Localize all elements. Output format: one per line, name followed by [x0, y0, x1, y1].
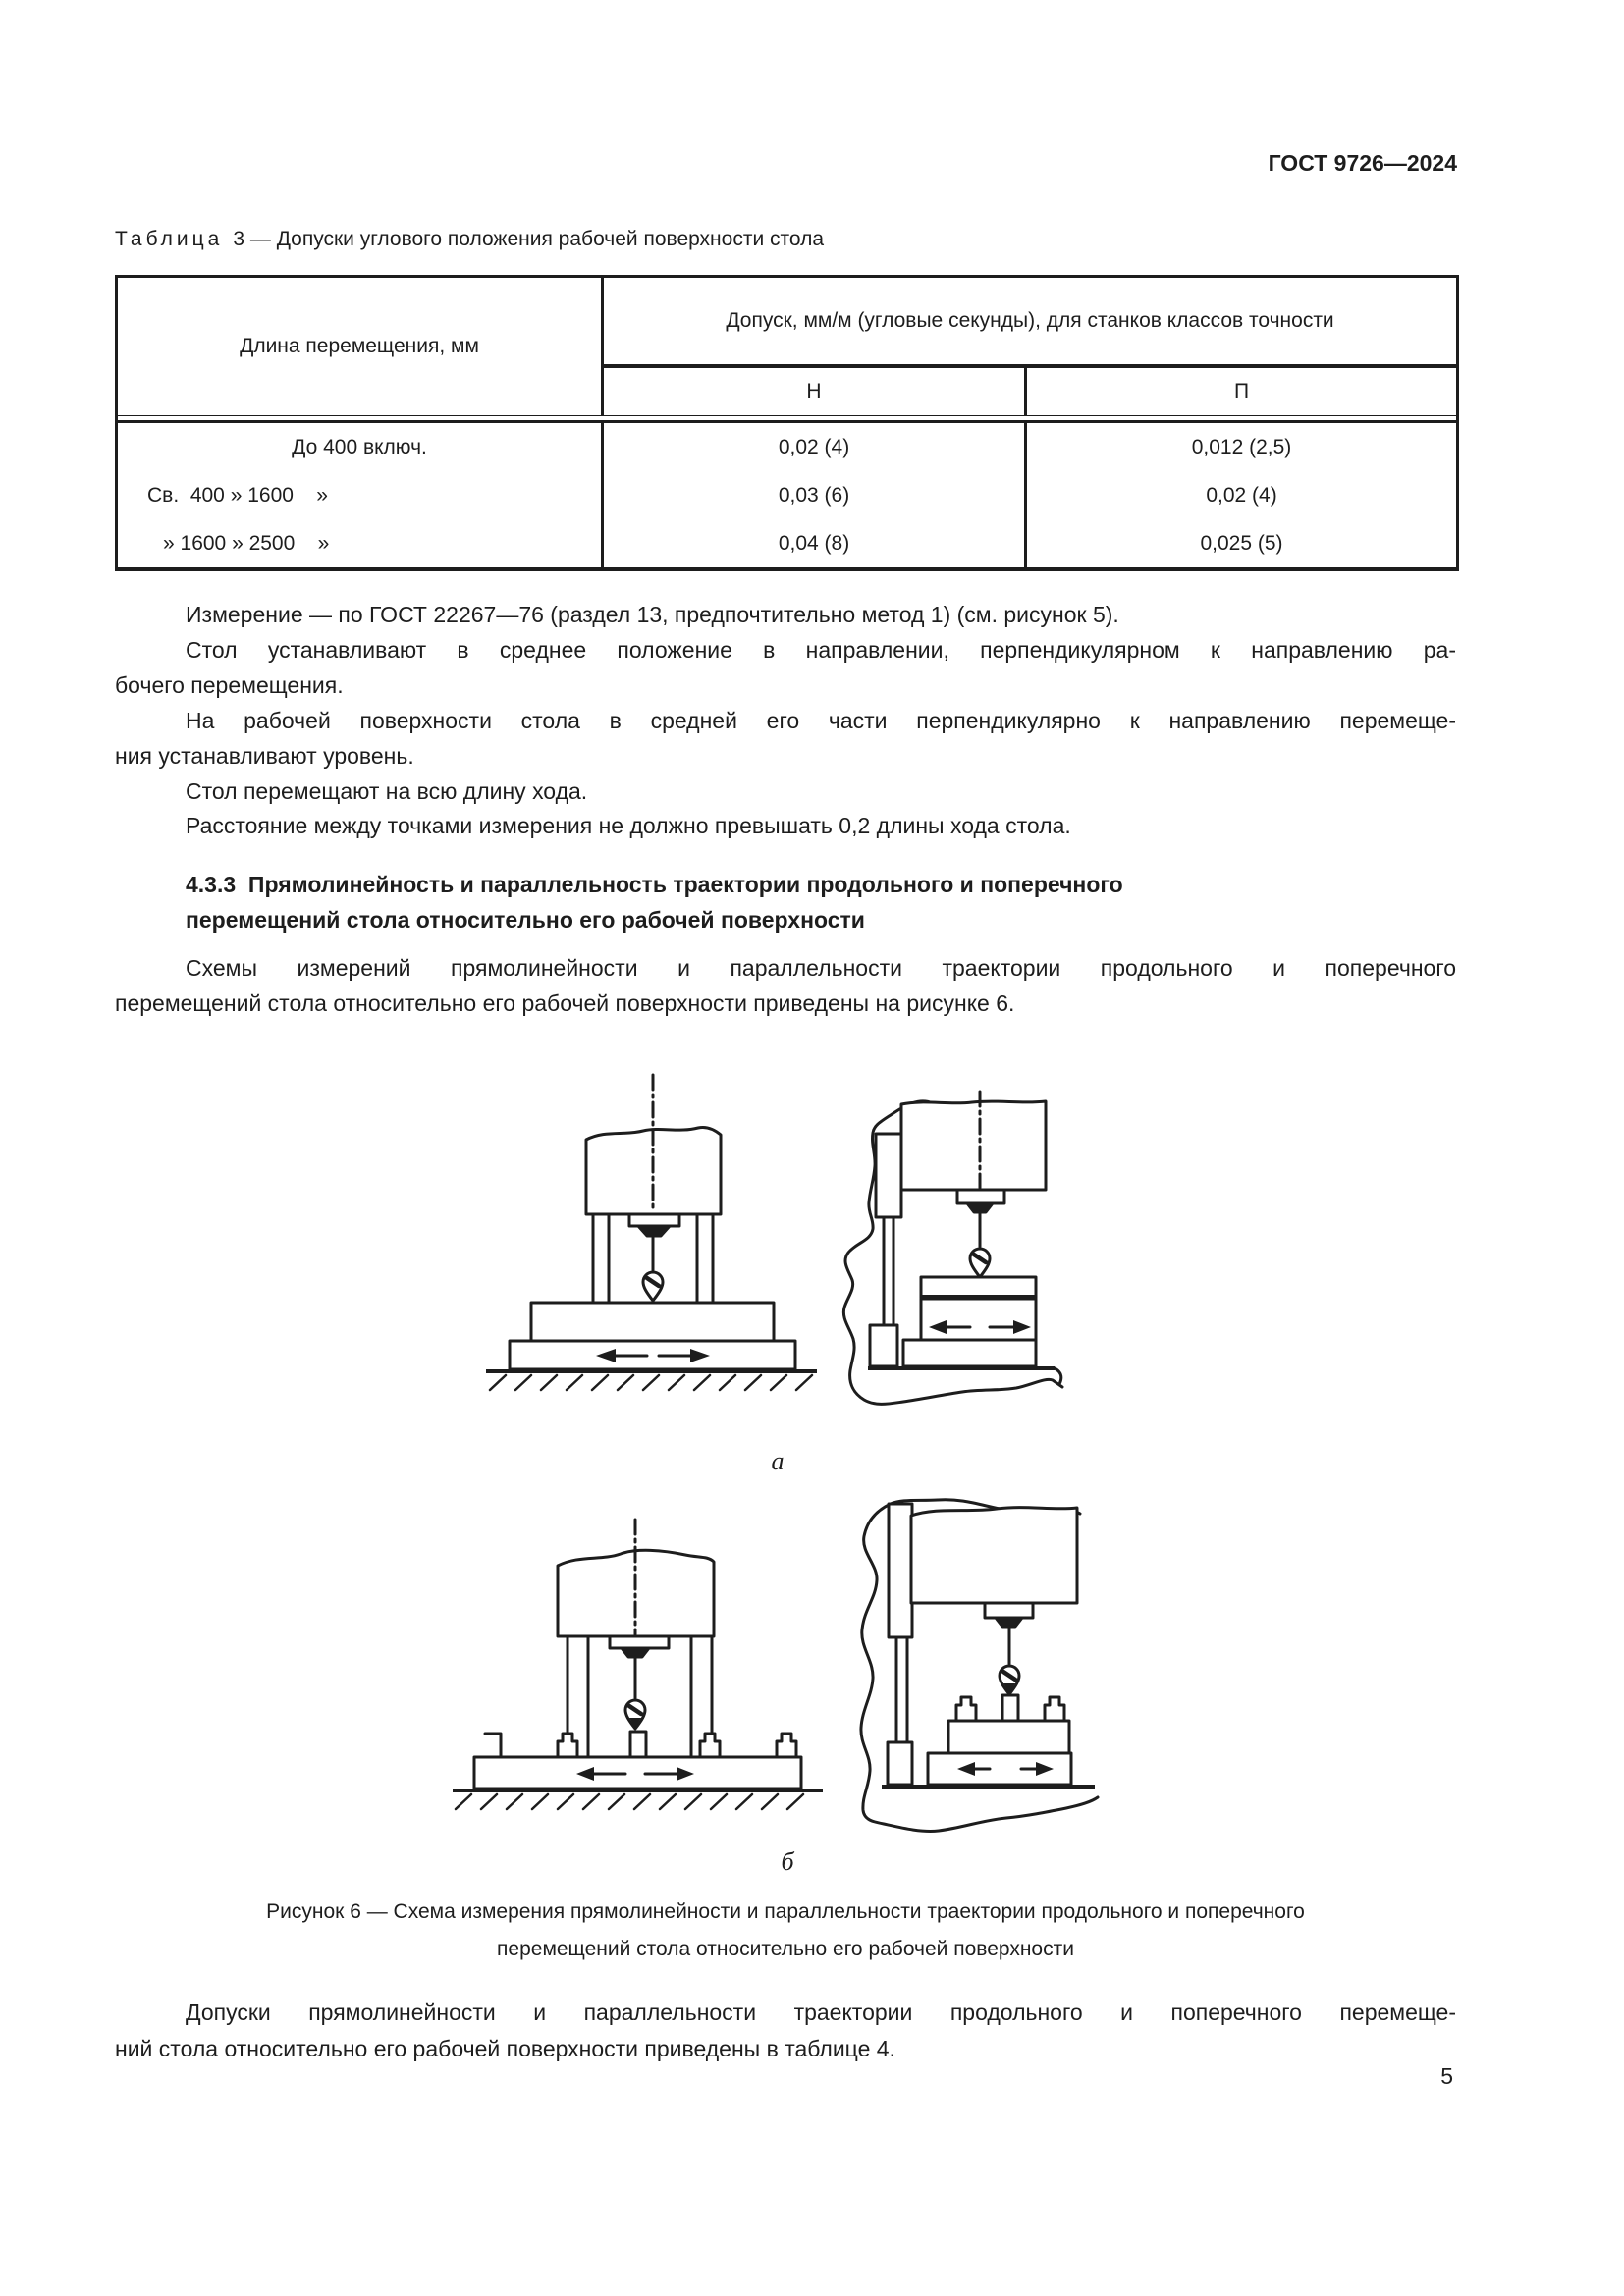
figure-6b-diagram	[432, 1492, 1119, 1904]
paragraph-line: На рабочей поверхности стола в средней его части перпендикулярно к направлению перемеще-	[186, 707, 1456, 733]
figure-b-label: б	[781, 1847, 794, 1876]
column-foot	[888, 1742, 912, 1785]
body-paragraphs	[115, 598, 1456, 844]
section-heading-4-3-3	[186, 868, 1433, 937]
figure-a-label: а	[771, 1447, 785, 1475]
page-number: 5	[1440, 2063, 1453, 2089]
ground-line	[486, 1369, 817, 1373]
gauge-block	[630, 1732, 646, 1757]
table-3	[115, 275, 1459, 571]
indicator-holder	[985, 1603, 1033, 1618]
figure-caption-line: Рисунок 6 — Схема измерения прямолинейности и параллельности траектории продольного и поперечного	[266, 1900, 1305, 1923]
column-slide	[896, 1637, 907, 1742]
figure-caption-line: перемещений стола относительно его рабочей поверхности	[497, 1938, 1074, 1960]
table-base	[903, 1340, 1036, 1366]
cell-n: 0,02 (4)	[603, 422, 1026, 472]
work-table	[531, 1303, 774, 1341]
paragraph-line: бочего перемещения.	[115, 671, 344, 698]
gauge-block	[1002, 1695, 1018, 1721]
table-row	[117, 422, 1458, 472]
cell-range: Св. 400 » 1600 »	[117, 471, 603, 519]
final-paragraph	[115, 1995, 1456, 2067]
cell-range: » 1600 » 2500 »	[117, 519, 603, 569]
col-header-tolerance: Допуск, мм/м (угловые секунды), для станков классов точности	[603, 277, 1458, 367]
clamp	[1045, 1697, 1064, 1721]
page-header: ГОСТ 9726—2024	[1268, 150, 1457, 176]
table-header-row	[117, 277, 1458, 367]
spindle-head	[901, 1101, 1046, 1190]
work-table	[948, 1721, 1069, 1753]
saddle	[921, 1299, 1036, 1340]
table-row	[117, 519, 1458, 569]
column-foot	[870, 1325, 897, 1366]
paragraph-line: ний стола относительно его рабочей поверхности приведены в таблице 4.	[115, 2036, 895, 2061]
paragraph-line: Схемы измерений прямолинейности и параллельности траектории продольного и поперечного	[186, 955, 1456, 981]
subcol-p: П	[1026, 366, 1458, 416]
cell-n: 0,04 (8)	[603, 519, 1026, 569]
figure-caption	[115, 1894, 1456, 1968]
clamp	[777, 1734, 796, 1757]
paragraph-line: Стол устанавливают в среднее положение в направлении, перпендикулярном к направлению ра-	[186, 636, 1456, 663]
paragraph-line: Стол перемещают на всю длину хода.	[186, 777, 588, 804]
heading-line: 4.3.3 Прямолинейность и параллельность траектории продольного и поперечного	[186, 872, 1123, 897]
fig-a-right-machine	[843, 1092, 1062, 1404]
table-base	[510, 1341, 795, 1369]
paragraph-line: Измерение — по ГОСТ 22267—76 (раздел 13, предпочтительно метод 1) (см. рисунок 5).	[186, 602, 1119, 627]
heading-line: перемещений стола относительно его рабочей поверхности	[186, 906, 865, 933]
cell-range: До 400 включ.	[117, 422, 603, 472]
paragraph-line: Расстояние между точками измерения не должно превышать 0,2 длины хода стола.	[186, 813, 1071, 839]
leg	[697, 1214, 713, 1303]
indicator-wedge	[638, 1226, 670, 1236]
fig-b-left-machine	[453, 1520, 823, 1809]
fig-b-right-machine	[861, 1500, 1098, 1832]
tolerances-table	[115, 275, 1459, 571]
table-caption-word: Таблица	[115, 228, 224, 250]
subcol-n: Н	[603, 366, 1026, 416]
paragraph-line: Допуски прямолинейности и параллельности траектории продольного и поперечного перемеще-	[186, 2000, 1456, 2025]
column-slide	[884, 1217, 893, 1325]
column	[876, 1134, 901, 1217]
ground-line	[453, 1789, 823, 1792]
table-caption-text: 3 — Допуски углового положения рабочей поверхности стола	[233, 228, 825, 250]
column	[889, 1504, 912, 1637]
indicator-holder	[957, 1190, 1004, 1203]
cell-p: 0,012 (2,5)	[1026, 422, 1458, 472]
col-header-length: Длина перемещения, мм	[117, 277, 603, 416]
paragraph-line: перемещений стола относительно его рабочей поверхности приведены на рисунке 6.	[115, 989, 1015, 1016]
cell-n: 0,03 (6)	[603, 471, 1026, 519]
fig-a-left-machine	[486, 1075, 817, 1390]
indicator-holder	[629, 1214, 679, 1226]
table-caption	[115, 228, 824, 251]
work-table	[474, 1757, 801, 1789]
spindle-head	[911, 1508, 1077, 1603]
cell-p: 0,025 (5)	[1026, 519, 1458, 569]
schemes-paragraph	[115, 951, 1456, 1021]
leg	[593, 1214, 609, 1303]
clamp	[956, 1697, 976, 1721]
paragraph-line: ния устанавливают уровень.	[115, 742, 414, 769]
table-row	[117, 471, 1458, 519]
clamp-partial	[485, 1734, 501, 1757]
ground-hatching	[490, 1375, 812, 1390]
figure-6a-diagram	[471, 1060, 1139, 1472]
cell-p: 0,02 (4)	[1026, 471, 1458, 519]
ground-hatching	[456, 1794, 803, 1809]
indicator-holder	[610, 1636, 669, 1648]
work-table	[921, 1277, 1036, 1298]
